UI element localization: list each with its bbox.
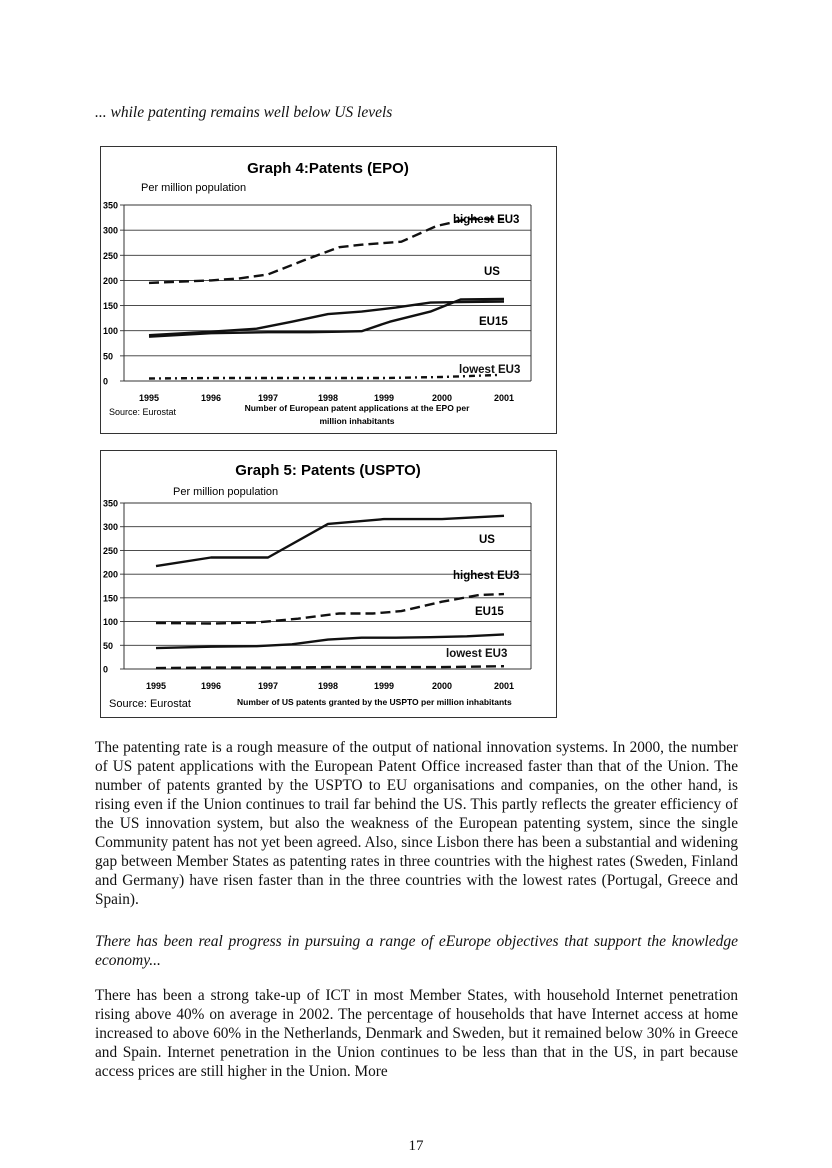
page-number: 17 bbox=[408, 1138, 424, 1154]
y-tick-label: 350 bbox=[103, 200, 119, 211]
series-line-highest-eu3 bbox=[149, 219, 504, 283]
x-tick-label: 1996 bbox=[200, 681, 222, 691]
section-heading-eeurope: There has been real progress in pursuing a range of eEurope objectives that support the knowledge economy... bbox=[95, 933, 738, 969]
y-tick-label: 250 bbox=[103, 545, 119, 556]
x-tick-label: 1997 bbox=[257, 681, 279, 691]
chart-source: Source: Eurostat bbox=[109, 407, 177, 417]
y-tick-label: 50 bbox=[103, 640, 114, 651]
series-line-us bbox=[156, 516, 504, 566]
series-line-eu15 bbox=[149, 302, 504, 336]
series-label-eu15: EU15 bbox=[475, 606, 504, 618]
chart-note: Number of US patents granted by the USPTO per million inhabitants bbox=[237, 697, 512, 707]
series-label-highest-eu3: highest EU3 bbox=[453, 214, 520, 226]
y-tick-label: 250 bbox=[103, 250, 119, 261]
chart-title: Graph 5: Patents (USPTO) bbox=[235, 462, 421, 479]
y-tick-label: 350 bbox=[103, 498, 119, 509]
y-tick-label: 0 bbox=[103, 664, 109, 675]
graph-4-epo-patents bbox=[100, 146, 557, 434]
x-tick-label: 2001 bbox=[493, 681, 515, 691]
x-tick-label: 2000 bbox=[431, 393, 453, 403]
y-tick-label: 150 bbox=[103, 593, 119, 604]
graph-5-uspto-patents bbox=[100, 450, 557, 718]
x-tick-label: 2001 bbox=[493, 393, 515, 403]
chart-title: Graph 4:Patents (EPO) bbox=[247, 160, 409, 177]
section-heading-patenting: ... while patenting remains well below US levels bbox=[95, 104, 393, 121]
y-tick-label: 150 bbox=[103, 301, 119, 312]
x-tick-label: 1999 bbox=[373, 393, 395, 403]
paragraph-patenting-rate: The patenting rate is a rough measure of the output of national innovation systems. In 2000, the number of US patent applications with the European Patent Office increased faster than that of the Union. The number of patents granted by the USPTO to EU organisations and companies, on the other hand, is rising even if the Union continues to trail far behind the US. This partly reflects the greater efficiency of the US innovation system, but also the weakness of the European patenting system, since the single Community patent has not yet been agreed. Also, since Lisbon there has been a substantial and widening gap between Member States as patenting rates in three countries with the highest rates (Sweden, Finland and Germany) have risen faster than in the three countries with the lowest rates (Portugal, Greece and Spain). bbox=[95, 739, 738, 908]
y-tick-label: 200 bbox=[103, 275, 119, 286]
series-label-lowest-eu3: lowest EU3 bbox=[459, 364, 521, 376]
paragraph-ict-takeup: There has been a strong take-up of ICT in most Member States, with household Internet penetration rising above 40% on average in 2002. The percentage of households that have Internet access at home increased to above 60% in the Netherlands, Denmark and Sweden, but it remained below 30% in Greece and Spain. Internet penetration in the Union continues to be less than that in the US, in part because access prices are still higher in the Union. More bbox=[95, 987, 738, 1080]
x-tick-label: 2000 bbox=[431, 681, 453, 691]
chart-note: Number of European patent applications at the EPO per bbox=[244, 403, 470, 413]
series-line-eu15 bbox=[156, 634, 504, 648]
x-tick-label: 1995 bbox=[145, 681, 167, 691]
graph-4-svg bbox=[101, 147, 556, 433]
y-tick-label: 50 bbox=[103, 351, 114, 362]
chart-subtitle: Per million population bbox=[141, 182, 247, 194]
y-tick-label: 0 bbox=[103, 376, 109, 387]
x-tick-label: 1996 bbox=[200, 393, 222, 403]
y-tick-label: 200 bbox=[103, 569, 119, 580]
series-label-us: US bbox=[479, 534, 495, 546]
x-tick-label: 1998 bbox=[317, 681, 339, 691]
graph-5-svg bbox=[101, 451, 556, 717]
y-tick-label: 100 bbox=[103, 617, 119, 628]
series-label-eu15: EU15 bbox=[479, 316, 508, 328]
x-tick-label: 1997 bbox=[257, 393, 279, 403]
y-tick-label: 300 bbox=[103, 225, 119, 236]
y-tick-label: 300 bbox=[103, 522, 119, 533]
x-tick-label: 1995 bbox=[138, 393, 160, 403]
series-line-lowest-eu3 bbox=[149, 375, 498, 379]
series-line-highest-eu3 bbox=[156, 594, 504, 623]
series-label-us: US bbox=[484, 266, 500, 278]
x-tick-label: 1998 bbox=[317, 393, 339, 403]
series-line-lowest-eu3 bbox=[156, 666, 504, 668]
x-tick-label: 1999 bbox=[373, 681, 395, 691]
y-tick-label: 100 bbox=[103, 326, 119, 337]
chart-subtitle: Per million population bbox=[173, 486, 279, 498]
chart-note-continued: million inhabitants bbox=[319, 416, 395, 426]
chart-source: Source: Eurostat bbox=[109, 698, 191, 710]
series-label-lowest-eu3: lowest EU3 bbox=[446, 648, 508, 660]
series-label-highest-eu3: highest EU3 bbox=[453, 570, 520, 582]
